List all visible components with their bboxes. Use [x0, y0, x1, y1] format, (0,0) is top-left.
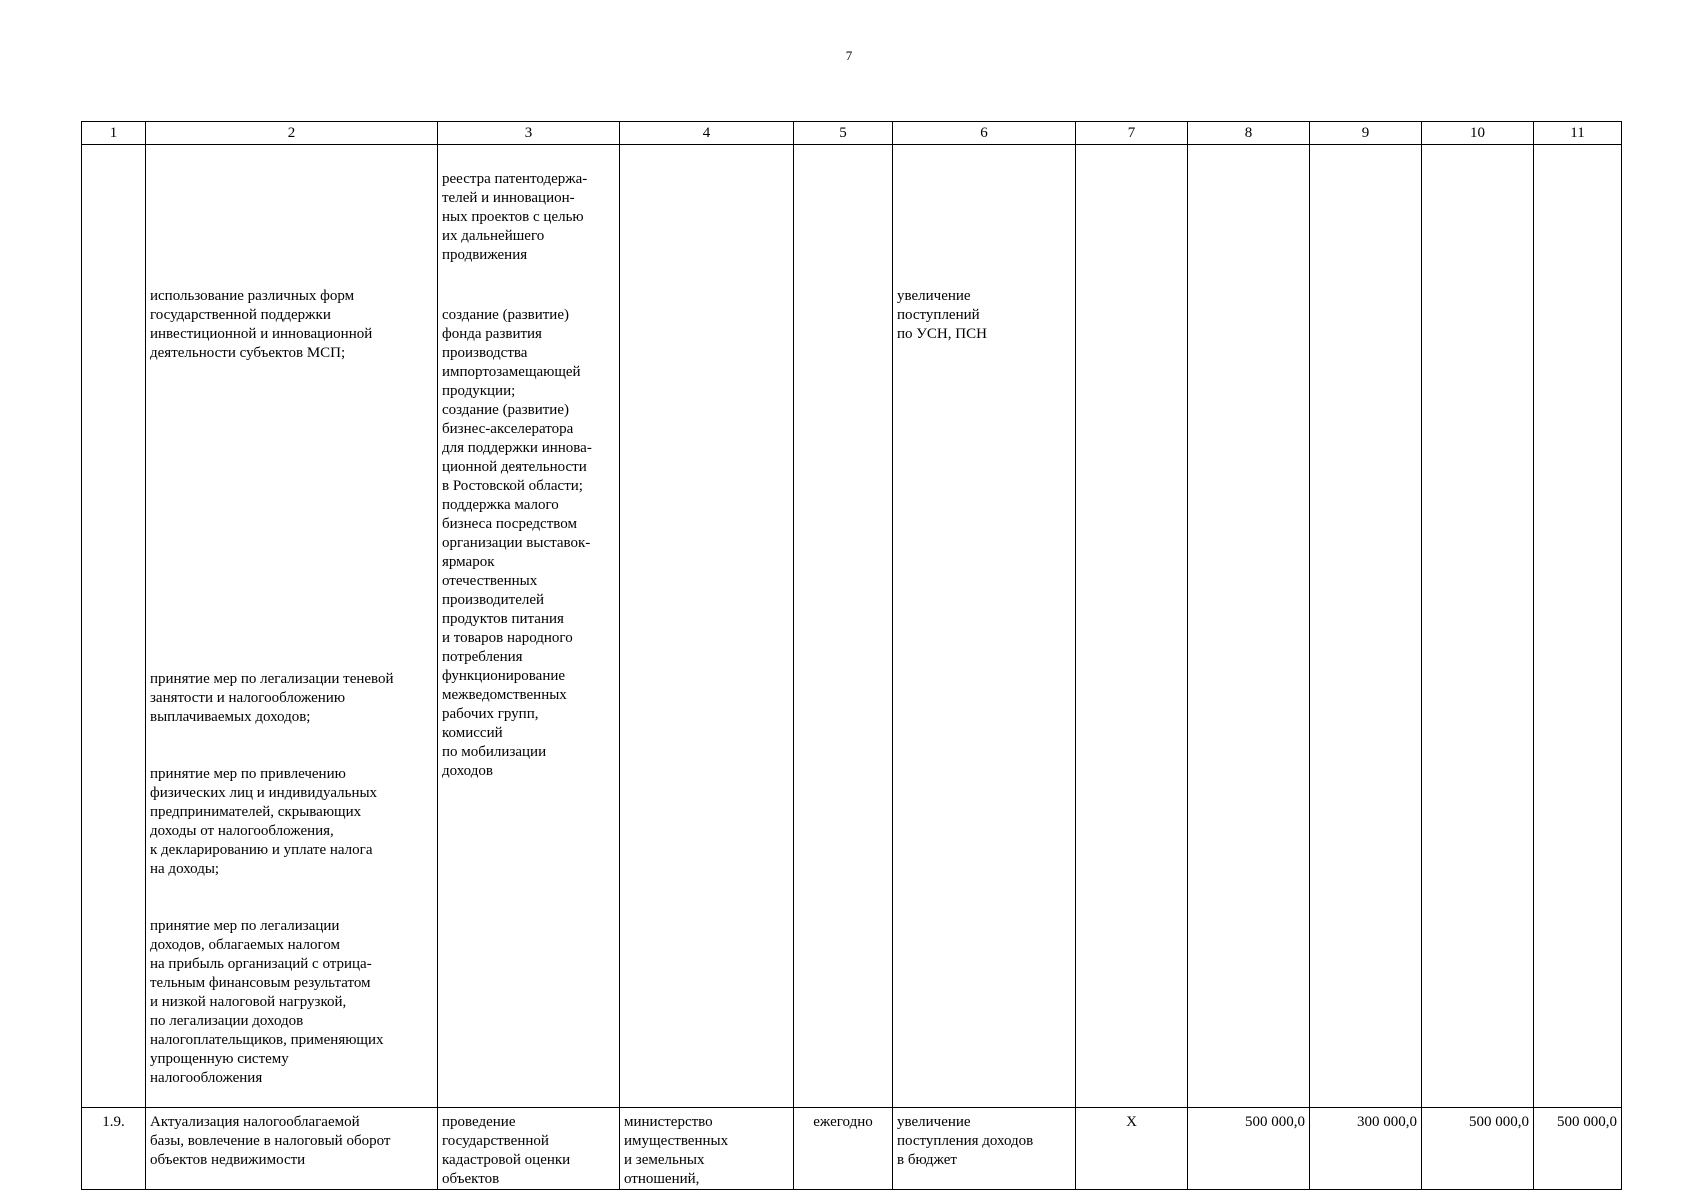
cell-col7: Х — [1076, 1108, 1188, 1190]
header-cell-4: 4 — [620, 122, 794, 145]
header-cell-8: 8 — [1188, 122, 1310, 145]
cell-action: проведение государственной кадастровой оценки объектов — [438, 1108, 620, 1190]
header-row — [82, 122, 1622, 145]
cell-col11: 500 000,0 — [1534, 1108, 1622, 1190]
cell-col9 — [1310, 145, 1422, 1108]
table-row-continuation — [82, 145, 1622, 1108]
cell-col10 — [1422, 145, 1534, 1108]
cell-col10: 500 000,0 — [1422, 1108, 1534, 1190]
header-cell-1: 1 — [82, 122, 146, 145]
header-cell-2: 2 — [146, 122, 438, 145]
result-text-usn-psn: увеличение поступлений по УСН, ПСН — [897, 288, 987, 342]
header-cell-9: 9 — [1310, 122, 1422, 145]
cell-result: увеличение поступления доходов в бюджет — [893, 1108, 1076, 1190]
cell-executor — [620, 145, 794, 1108]
action-text-funds: создание (развитие) фонда развития производства импортозамещающей продукции; создание (развитие) бизнес-акселератора для поддержки иннова- ционной деятельности в Ростовской области; поддержка малого бизнеса посредством организации выставок- ярмарок отечественных производителей продуктов питания и товаров народного потребления функционирование межведомственных рабочих групп, комиссий по мобилизации доходов — [442, 307, 592, 779]
header-cell-7: 7 — [1076, 122, 1188, 145]
page-number: 7 — [845, 48, 853, 63]
header-cell-11: 11 — [1534, 122, 1622, 145]
measures-table — [81, 121, 1622, 1190]
cell-term: ежегодно — [794, 1108, 893, 1190]
action-text-registry: реестра патентодержа- телей и инновацион- ных проектов с целью их дальнейшего продвижения — [442, 171, 588, 263]
cell-col8 — [1188, 145, 1310, 1108]
cell-num — [82, 145, 146, 1108]
table-row-1-9 — [82, 1108, 1622, 1190]
cell-executor: министерство имущественных и земельных отношений, — [620, 1108, 794, 1190]
header-cell-10: 10 — [1422, 122, 1534, 145]
cell-term — [794, 145, 893, 1108]
measure-text-support-forms: использование различных форм государственной поддержки инвестиционной и инновационной деятельности субъектов МСП; — [150, 288, 373, 361]
cell-col9: 300 000,0 — [1310, 1108, 1422, 1190]
cell-measure-name: Актуализация налогооблагаемой базы, вовлечение в налоговый оборот объектов недвижимости — [146, 1108, 438, 1190]
header-cell-5: 5 — [794, 122, 893, 145]
header-cell-6: 6 — [893, 122, 1076, 145]
measure-text-profit-tax: принятие мер по легализации доходов, облагаемых налогом на прибыль организаций с отрица- тельным финансовым результатом и низкой налоговой нагрузкой, по легализации доходов налогоплательщиков, применяющих упрощенную систему налогообложения — [150, 918, 384, 1086]
measure-text-shadow-employment: принятие мер по легализации теневой занятости и налогообложению выплачиваемых доходов; — [150, 671, 394, 725]
cell-num: 1.9. — [82, 1108, 146, 1190]
cell-result — [893, 145, 1076, 1108]
header-cell-3: 3 — [438, 122, 620, 145]
cell-col8: 500 000,0 — [1188, 1108, 1310, 1190]
cell-col11 — [1534, 145, 1622, 1108]
cell-col7 — [1076, 145, 1188, 1108]
cell-measures-list — [146, 145, 438, 1108]
cell-actions — [438, 145, 620, 1108]
measure-text-individuals: принятие мер по привлечению физических лиц и индивидуальных предпринимателей, скрывающих доходы от налогообложения, к декларированию и уплате налога на доходы; — [150, 766, 378, 877]
